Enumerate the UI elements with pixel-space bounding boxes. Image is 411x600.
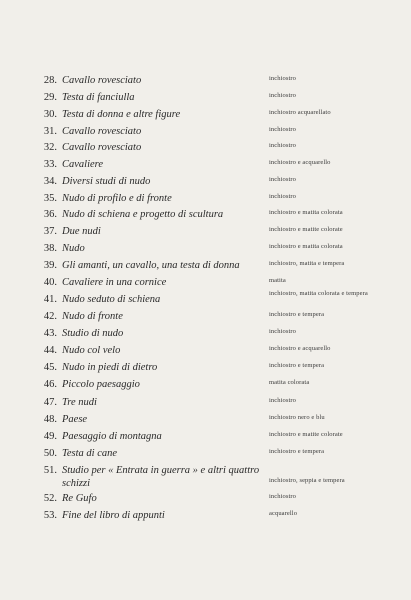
entry-medium: inchiostro acquarellato <box>269 109 331 116</box>
entry-number: 46. <box>43 379 57 390</box>
entry-title: Testa di cane <box>62 448 118 459</box>
entry-number: 49. <box>43 431 57 442</box>
entry-number: 51. <box>43 465 57 476</box>
entry-number: 32. <box>43 142 57 153</box>
entry-medium: inchiostro <box>269 328 296 335</box>
entry-medium: matita <box>269 277 286 284</box>
entry-number: 45. <box>43 362 57 373</box>
entry-number: 53. <box>43 510 57 521</box>
entry-number: 50. <box>43 448 57 459</box>
entry-medium: inchiostro e matita colorata <box>269 209 343 216</box>
entry-number: 36. <box>43 209 57 220</box>
entry-title: Nudo col velo <box>62 345 121 356</box>
entry-title: Nudo di fronte <box>62 311 123 322</box>
entry-title: Cavaliere in una cornice <box>62 277 167 288</box>
entry-medium: inchiostro <box>269 142 296 149</box>
entry-title: Nudo <box>62 243 85 254</box>
entry-medium: inchiostro e acquarello <box>269 159 331 166</box>
entry-number: 52. <box>43 493 57 504</box>
entry-number: 43. <box>43 328 57 339</box>
entry-title: Cavaliere <box>62 159 104 170</box>
entry-title: Nudo in piedi di dietro <box>62 362 158 373</box>
entry-title: Paese <box>62 414 88 425</box>
entry-medium: inchiostro, seppia e tempera <box>269 477 345 484</box>
entry-title: Gli amanti, un cavallo, una testa di donna <box>62 260 240 271</box>
entry-number: 37. <box>43 226 57 237</box>
entry-number: 48. <box>43 414 57 425</box>
entry-medium: inchiostro e matite colorate <box>269 431 343 438</box>
entry-number: 33. <box>43 159 57 170</box>
entry-number: 40. <box>43 277 57 288</box>
entry-title: Piccolo paesaggio <box>62 379 140 390</box>
entry-medium: inchiostro e matite colorate <box>269 226 343 233</box>
entry-number: 29. <box>43 92 57 103</box>
entry-medium: matita colorata <box>269 379 310 386</box>
entry-medium: inchiostro e tempera <box>269 448 325 455</box>
entry-number: 42. <box>43 311 57 322</box>
entry-title: Nudo di schiena e progetto di scultura <box>62 209 224 220</box>
entry-title: Studio per « Entrata in guerra » e altri quattro schizzi <box>62 465 260 489</box>
entry-medium: inchiostro <box>269 126 296 133</box>
entry-title: Re Gufo <box>62 493 97 504</box>
entry-title: Due nudi <box>62 226 101 237</box>
entry-title: Testa di fanciulla <box>62 92 135 103</box>
entry-title: Paesaggio di montagna <box>62 431 162 442</box>
entry-title: Nudo seduto di schiena <box>62 294 161 305</box>
entry-number: 30. <box>43 109 57 120</box>
entry-number: 39. <box>43 260 57 271</box>
entry-title: Diversi studi di nudo <box>62 176 151 187</box>
entry-title: Cavallo rovesciato <box>62 142 142 153</box>
entry-medium: inchiostro <box>269 193 296 200</box>
entry-title: Studio di nudo <box>62 328 124 339</box>
entry-medium: inchiostro <box>269 397 296 404</box>
entry-medium: inchiostro, matita e tempera <box>269 260 345 267</box>
entry-medium: inchiostro <box>269 92 296 99</box>
entry-number: 31. <box>43 126 57 137</box>
entry-number: 35. <box>43 193 57 204</box>
entry-medium: inchiostro e tempera <box>269 311 325 318</box>
entry-title: Cavallo rovesciato <box>62 126 142 137</box>
entry-medium: inchiostro, matita colorata e tempera <box>269 290 368 297</box>
entry-number: 28. <box>43 75 57 86</box>
entry-number: 47. <box>43 397 57 408</box>
entry-medium: inchiostro nero e blu <box>269 414 325 421</box>
entry-number: 38. <box>43 243 57 254</box>
entry-title: Cavallo rovesciato <box>62 75 142 86</box>
entry-title: Nudo di profilo e di fronte <box>62 193 172 204</box>
entry-medium: inchiostro <box>269 75 296 82</box>
entry-medium: inchiostro e acquarello <box>269 345 331 352</box>
entry-title: Testa di donna e altre figure <box>62 109 181 120</box>
entry-medium: acquarello <box>269 510 298 517</box>
entry-number: 44. <box>43 345 57 356</box>
entry-medium: inchiostro <box>269 493 296 500</box>
entry-number: 34. <box>43 176 57 187</box>
entry-title: Fine del libro di appunti <box>62 510 165 521</box>
entry-medium: inchiostro e matita colorata <box>269 243 343 250</box>
entry-medium: inchiostro <box>269 176 296 183</box>
entry-title: Tre nudi <box>62 397 97 408</box>
entry-medium: inchiostro e tempera <box>269 362 325 369</box>
entry-number: 41. <box>43 294 57 305</box>
